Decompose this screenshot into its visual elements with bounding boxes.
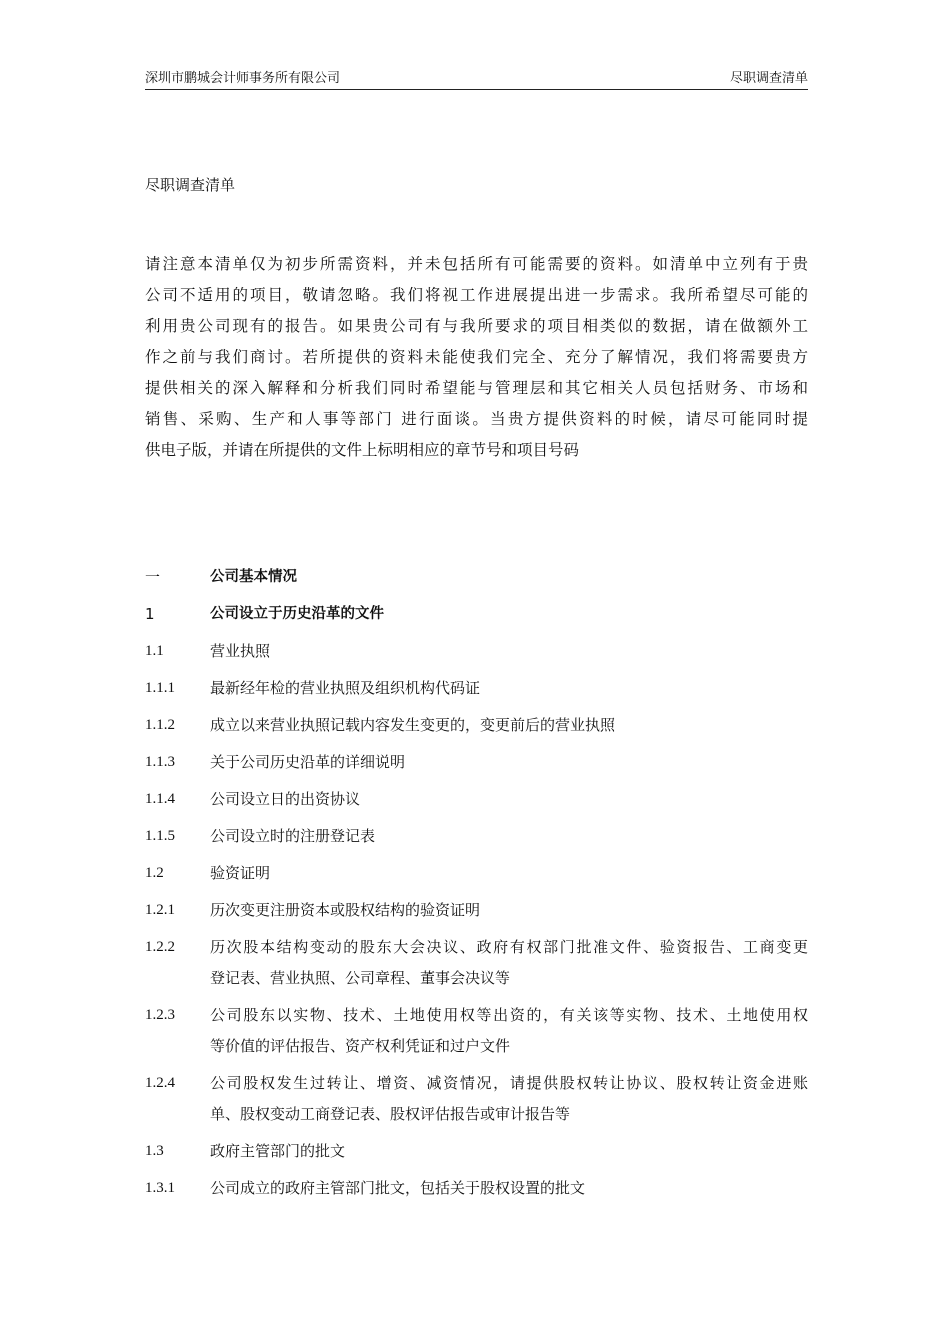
item-text bbox=[210, 670, 808, 707]
item-text-line: 公司基本情况 bbox=[210, 569, 297, 585]
page-header bbox=[145, 70, 808, 90]
item-text-line: 公司设立于历史沿革的文件 bbox=[210, 606, 384, 622]
intro-line: 请注意本清单仅为初步所需资料，并未包括所有可能需要的资料。如清单中立列有于贵 bbox=[145, 255, 808, 273]
item-text bbox=[210, 1133, 808, 1170]
item-text bbox=[210, 855, 808, 892]
checklist-item bbox=[145, 892, 808, 929]
checklist-item bbox=[145, 855, 808, 892]
item-text-line: 政府主管部门的批文 bbox=[210, 1142, 346, 1160]
intro-line: 公司不适用的项目，敬请忽略。我们将视工作进展提出进一步需求。我所希望尽可能的 bbox=[145, 286, 808, 304]
checklist-item bbox=[145, 929, 808, 997]
item-number: 1.2.2 bbox=[145, 939, 175, 955]
item-text bbox=[210, 559, 808, 596]
item-text bbox=[210, 781, 808, 818]
item-number: 1.2.3 bbox=[145, 1007, 175, 1023]
checklist-item bbox=[145, 633, 808, 670]
intro-paragraph bbox=[145, 251, 808, 468]
item-number: 1.1.4 bbox=[145, 791, 175, 807]
checklist-item bbox=[145, 744, 808, 781]
header-document-title: 尽职调查清单 bbox=[729, 71, 808, 86]
item-number: 1.1.1 bbox=[145, 680, 175, 696]
item-text-line: 历次变更注册资本或股权结构的验资证明 bbox=[210, 901, 481, 919]
intro-line: 作之前与我们商讨。若所提供的资料未能使我们完全、充分了解情况，我们将需要贵方 bbox=[145, 348, 808, 366]
item-text bbox=[210, 707, 808, 744]
item-number: 1.1.2 bbox=[145, 717, 175, 733]
item-text-line: 公司设立时的注册登记表 bbox=[210, 827, 376, 845]
item-text-line: 最新经年检的营业执照及组织机构代码证 bbox=[210, 679, 481, 697]
item-text bbox=[210, 892, 808, 929]
checklist-item bbox=[145, 818, 808, 855]
intro-line: 利用贵公司现有的报告。如果贵公司有与我所要求的项目相类似的数据，请在做额外工 bbox=[145, 317, 808, 335]
item-text bbox=[210, 997, 808, 1065]
intro-line: 销售、采购、生产和人事等部门 进行面谈。当贵方提供资料的时候，请尽可能同时提 bbox=[145, 410, 808, 428]
item-text-line: 公司股东以实物、技术、土地使用权等出资的，有关该等实物、技术、土地使用权 bbox=[210, 1006, 808, 1024]
checklist-item bbox=[145, 1065, 808, 1133]
checklist-item bbox=[145, 707, 808, 744]
item-text-line: 验资证明 bbox=[210, 864, 271, 882]
item-text-line: 公司设立日的出资协议 bbox=[210, 790, 361, 808]
intro-line: 供电子版，并请在所提供的文件上标明相应的章节号和项目号码 bbox=[145, 441, 580, 459]
item-text-line: 公司成立的政府主管部门批文，包括关于股权设置的批文 bbox=[210, 1179, 586, 1197]
document-title: 尽职调查清单 bbox=[145, 176, 236, 194]
checklist-item bbox=[145, 781, 808, 818]
item-number: 1.1.3 bbox=[145, 754, 175, 770]
checklist-outline bbox=[145, 559, 808, 1207]
item-number: 1.1 bbox=[145, 643, 164, 659]
item-number: 1.2.4 bbox=[145, 1075, 175, 1091]
item-text bbox=[210, 929, 808, 997]
checklist-item bbox=[145, 559, 808, 596]
item-text-line: 成立以来营业执照记载内容发生变更的，变更前后的营业执照 bbox=[210, 716, 616, 734]
intro-line: 提供相关的深入解释和分析我们同时希望能与管理层和其它相关人员包括财务、市场和 bbox=[145, 379, 808, 397]
item-text bbox=[210, 596, 808, 633]
checklist-item bbox=[145, 1170, 808, 1207]
item-number: 1 bbox=[145, 605, 155, 623]
header-company-name: 深圳市鹏城会计师事务所有限公司 bbox=[145, 71, 341, 86]
item-text bbox=[210, 633, 808, 670]
item-number: 1.3 bbox=[145, 1143, 164, 1159]
item-text bbox=[210, 1065, 808, 1133]
item-text bbox=[210, 744, 808, 781]
item-text bbox=[210, 818, 808, 855]
checklist-item bbox=[145, 997, 808, 1065]
item-text-line: 等价值的评估报告、资产权利凭证和过户文件 bbox=[210, 1037, 511, 1055]
checklist-item bbox=[145, 1133, 808, 1170]
item-number: 一 bbox=[145, 568, 161, 586]
checklist-item bbox=[145, 670, 808, 707]
item-number: 1.1.5 bbox=[145, 828, 175, 844]
item-number: 1.2 bbox=[145, 865, 164, 881]
item-text-line: 单、股权变动工商登记表、股权评估报告或审计报告等 bbox=[210, 1105, 571, 1123]
item-number: 1.2.1 bbox=[145, 902, 175, 918]
item-text-line: 历次股本结构变动的股东大会决议、政府有权部门批准文件、验资报告、工商变更 bbox=[210, 938, 808, 956]
item-text-line: 公司股权发生过转让、增资、减资情况，请提供股权转让协议、股权转让资金进账 bbox=[210, 1074, 808, 1092]
item-text-line: 营业执照 bbox=[210, 642, 271, 660]
item-text-line: 登记表、营业执照、公司章程、董事会决议等 bbox=[210, 969, 511, 987]
item-number: 1.3.1 bbox=[145, 1180, 175, 1196]
item-text bbox=[210, 1170, 808, 1207]
item-text-line: 关于公司历史沿革的详细说明 bbox=[210, 753, 406, 771]
checklist-item bbox=[145, 596, 808, 633]
